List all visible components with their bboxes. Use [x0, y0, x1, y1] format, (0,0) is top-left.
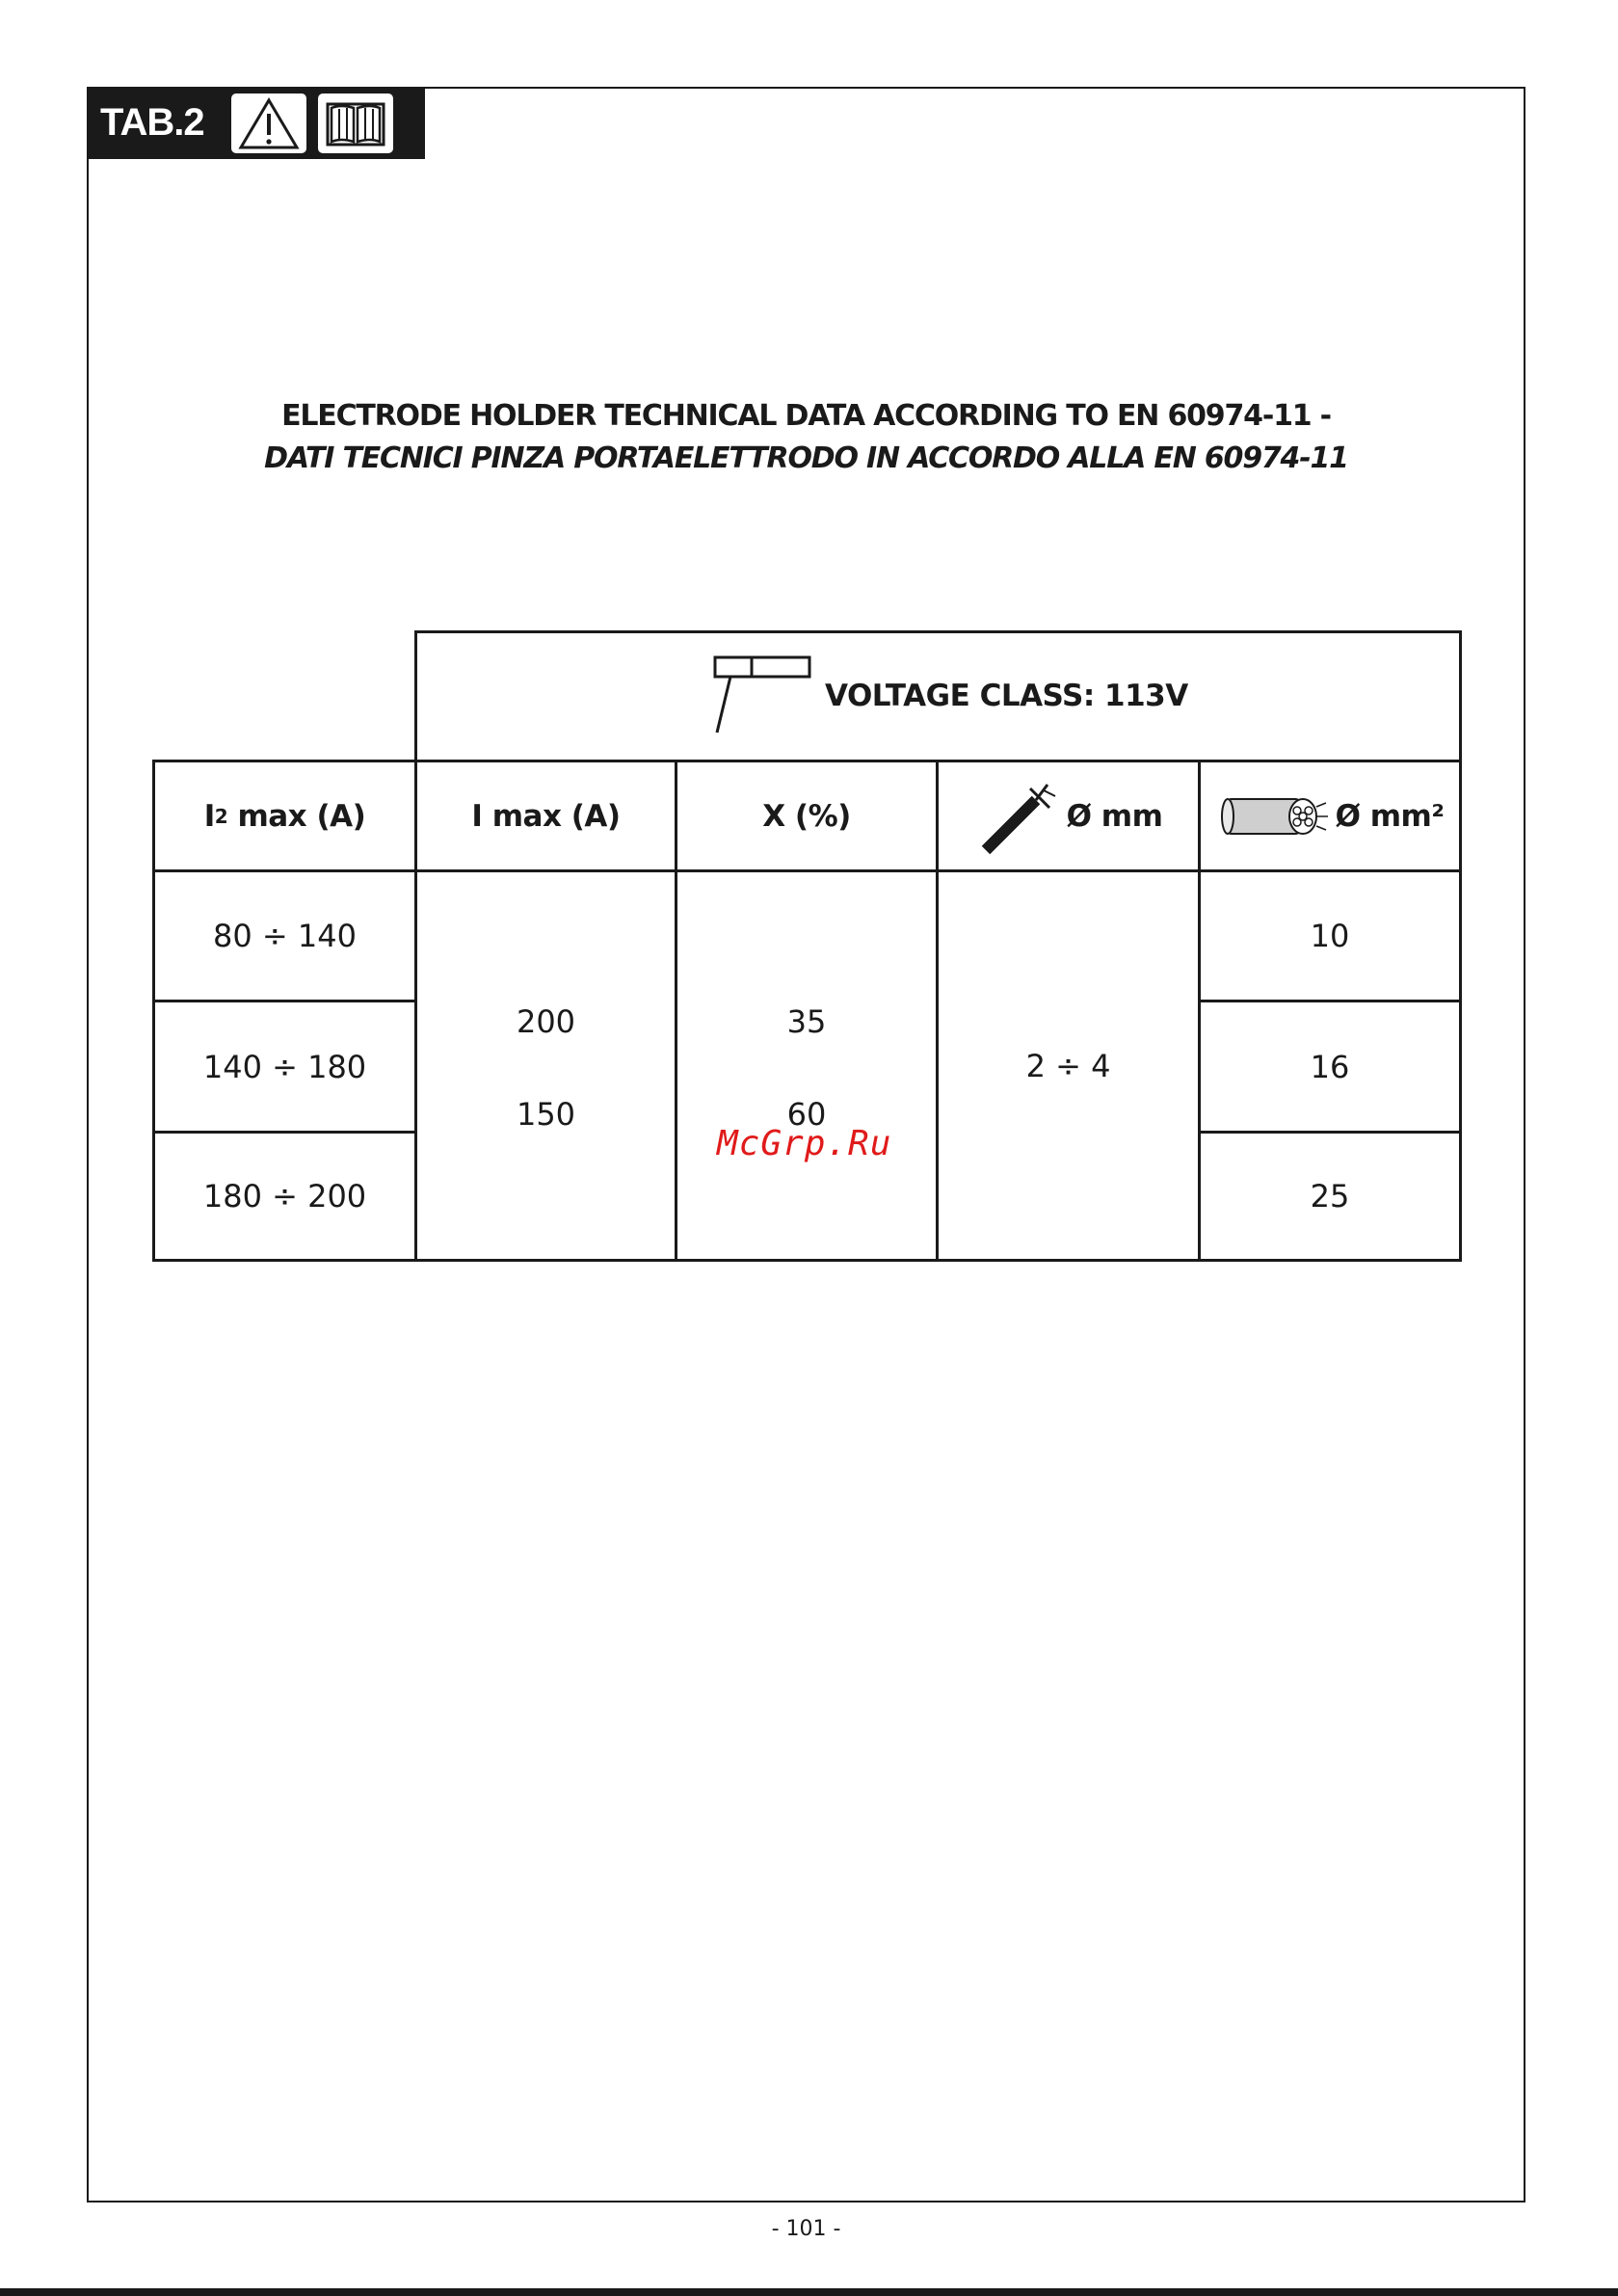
table-line	[1459, 630, 1462, 1262]
electrode-icon	[974, 773, 1061, 860]
table-cell-imax-2: 150	[516, 1096, 576, 1133]
table-line	[414, 630, 1462, 633]
watermark: McGrp.Ru	[717, 1124, 892, 1163]
electrode-holder-symbol-icon	[709, 655, 815, 737]
cable-icon	[1216, 789, 1332, 843]
header-electrode-diameter: Ø mm	[939, 762, 1198, 869]
tab-label: TAB.2	[100, 101, 204, 144]
table-cell-i2max-3: 180 ÷ 200	[202, 1178, 367, 1215]
table-cell-cable-1: 10	[1310, 918, 1350, 954]
table-cell-i2max-1: 80 ÷ 140	[213, 918, 357, 954]
voltage-class: VOLTAGE CLASS: 113V	[825, 679, 1188, 713]
header-duty-cycle: X (%)	[762, 798, 851, 834]
warning-icon	[231, 93, 306, 153]
table-cell-imax-1: 200	[516, 1003, 576, 1040]
table-line	[152, 1259, 1462, 1262]
table-cell-cable-3: 25	[1310, 1178, 1350, 1215]
table-line	[414, 630, 417, 762]
table-cell-electrode-range: 2 ÷ 4	[1025, 1047, 1111, 1084]
header-cable-section: Ø mm²	[1201, 762, 1459, 869]
table-cell-cable-2: 16	[1310, 1048, 1350, 1085]
header-imax: I max (A)	[471, 798, 621, 834]
table-cell-i2max-2: 140 ÷ 180	[202, 1048, 367, 1085]
tab-header	[87, 87, 425, 159]
bottom-rule	[0, 2288, 1618, 2296]
header-i2max: I 2 max (A)	[203, 798, 366, 834]
manual-book-icon	[318, 93, 393, 153]
title-italian: DATI TECNICI PINZA PORTAELETTRODO IN ACCORDO ALLA EN 60974-11	[264, 441, 1348, 475]
table-cell-duty-1: 35	[786, 1003, 827, 1040]
page-number: - 101 -	[771, 2217, 841, 2241]
table-cell-duty-2: 60	[786, 1096, 827, 1133]
title-english: ELECTRODE HOLDER TECHNICAL DATA ACCORDING TO EN 60974-11 -	[281, 399, 1331, 433]
